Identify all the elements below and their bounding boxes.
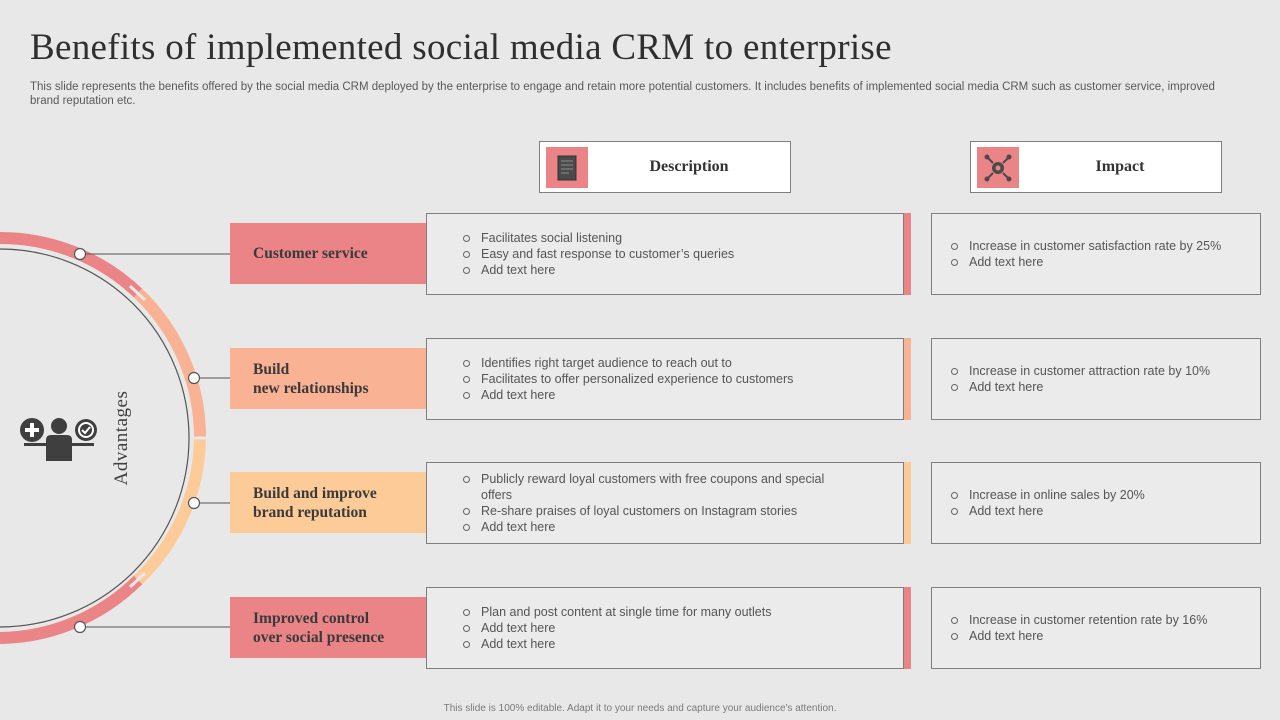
description-box: [426, 462, 904, 544]
description-box: [426, 213, 904, 295]
person-advantages-icon: [18, 414, 100, 469]
description-bullet: Re-share praises of loyal customers on Instagram stories: [463, 503, 833, 519]
description-header-label: Description: [649, 158, 729, 175]
benefit-label: [230, 223, 426, 284]
slide-title: Benefits of implemented social media CRM to enterprise: [30, 27, 892, 68]
description-bullet: Identifies right target audience to reach out to: [463, 355, 833, 371]
benefit-label: [230, 348, 426, 409]
description-bullet: Add text here: [463, 387, 833, 403]
description-bullet: Publicly reward loyal customers with free coupons and special offers: [463, 471, 833, 503]
description-bullet: Add text here: [463, 620, 833, 636]
benefit-label-line: Improved control: [253, 609, 370, 627]
benefit-label-line: new relationships: [253, 379, 369, 397]
benefit-label-line: Customer service: [253, 245, 368, 262]
row-accent-bar: [904, 462, 911, 544]
description-bullet: Facilitates social listening: [463, 230, 833, 246]
connector-dot-3: [189, 498, 200, 509]
impact-header: [970, 141, 1222, 193]
benefit-label-line: over social presence: [253, 628, 385, 646]
impact-box: [931, 587, 1261, 669]
description-bullet: Easy and fast response to customer’s queries: [463, 246, 833, 262]
description-header: [539, 141, 791, 193]
target-network-icon: [977, 147, 1019, 188]
impact-bullet: Add text here: [951, 503, 1145, 519]
document-icon: [546, 147, 588, 188]
impact-bullet: Increase in customer attraction rate by 10%: [951, 363, 1210, 379]
slide-subtitle: This slide represents the benefits offered by the social media CRM deployed by the enterprise to engage and retain more potential customers. It includes benefits of implemented social media CRM such as customer service, improved brand reputation etc.: [30, 81, 1215, 107]
connector-dot-2: [189, 373, 200, 384]
impact-bullet: Add text here: [951, 628, 1207, 644]
impact-box: [931, 213, 1261, 295]
impact-bullet: Increase in customer satisfaction rate by 25%: [951, 238, 1221, 254]
description-bullet: Plan and post content at single time for many outlets: [463, 604, 833, 620]
impact-bullet: Add text here: [951, 254, 1221, 270]
description-box: [426, 587, 904, 669]
row-accent-bar: [904, 213, 911, 295]
description-bullet: Add text here: [463, 519, 833, 535]
benefit-label-line: brand reputation: [253, 503, 367, 521]
description-bullet: Add text here: [463, 262, 833, 278]
benefit-label: [230, 597, 426, 658]
row-accent-bar: [904, 587, 911, 669]
description-bullet: Facilitates to offer personalized experience to customers: [463, 371, 833, 387]
connector-dot-4: [75, 622, 86, 633]
row-accent-bar: [904, 338, 911, 420]
benefit-label-line: Build and improve: [253, 484, 377, 502]
impact-header-label: Impact: [1095, 158, 1145, 175]
benefit-label: [230, 472, 426, 533]
description-box: [426, 338, 904, 420]
impact-bullet: Add text here: [951, 379, 1210, 395]
impact-box: [931, 338, 1261, 420]
impact-bullet: Increase in online sales by 20%: [951, 487, 1145, 503]
impact-bullet: Increase in customer retention rate by 16%: [951, 612, 1207, 628]
description-bullet: Add text here: [463, 636, 833, 652]
connector-dot-1: [75, 249, 86, 260]
benefit-label-line: Build: [253, 360, 290, 378]
advantages-label: Advantages: [111, 390, 132, 486]
slide-footer: This slide is 100% editable. Adapt it to your needs and capture your audience's attention.: [443, 703, 837, 714]
impact-box: [931, 462, 1261, 544]
